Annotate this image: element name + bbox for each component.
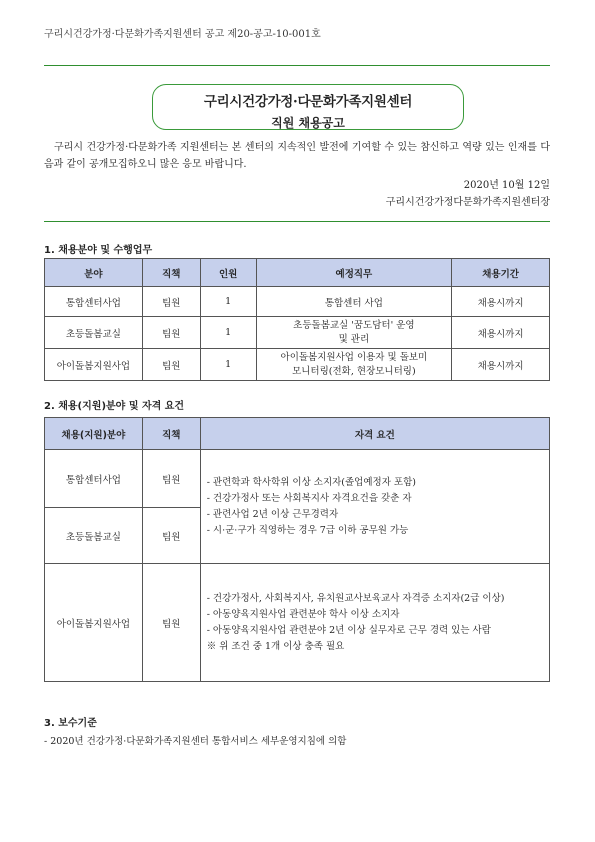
cell-period: 채용시까지 bbox=[452, 287, 550, 317]
cell-period: 채용시까지 bbox=[452, 349, 550, 381]
page-title: 구리시건강가정·다문화가족지원센터 bbox=[203, 94, 413, 110]
table-row bbox=[45, 349, 550, 381]
cell-duty bbox=[256, 287, 452, 317]
duty-text: 통합센터 사업 bbox=[324, 297, 383, 309]
header-position: 직책 bbox=[142, 418, 200, 450]
duty-text: 모니터링(전화, 현장모니터링) bbox=[292, 365, 416, 377]
middle-divider bbox=[44, 221, 550, 222]
duty-text: 및 관리 bbox=[338, 333, 370, 345]
cell-position: 팀원 bbox=[142, 287, 200, 317]
announcement-signer: 구리시건강가정다문화가족지원센터장 bbox=[385, 197, 550, 208]
qualification-table bbox=[44, 417, 550, 682]
cell-qualification bbox=[200, 450, 549, 564]
qualification-line: - 건강가정사 또는 사회복지사 자격요건을 갖춘 자 bbox=[206, 492, 412, 504]
header-period: 채용기간 bbox=[452, 259, 550, 287]
duty-text: 아이돌봄지원사업 이용자 및 돌보미 bbox=[280, 351, 428, 363]
qualification-line: - 아동양육지원사업 관련분야 2년 이상 실무자로 근무 경력 있는 사람 bbox=[206, 624, 491, 636]
table-row bbox=[45, 450, 550, 508]
qualification-line: - 관련사업 2년 이상 근무경력자 bbox=[206, 508, 339, 520]
qualification-line: - 관련학과 학사학위 이상 소지자(졸업예정자 포함) bbox=[206, 476, 416, 488]
cell-position: 팀원 bbox=[142, 508, 200, 564]
table-row bbox=[45, 317, 550, 349]
cell-count: 1 bbox=[200, 349, 256, 381]
header-qualification: 자격 요건 bbox=[200, 418, 549, 450]
cell-qualification bbox=[200, 564, 549, 682]
cell-field: 아이돌봄지원사업 bbox=[45, 564, 143, 682]
title-box bbox=[152, 84, 464, 130]
cell-position: 팀원 bbox=[142, 564, 200, 682]
header-field: 분야 bbox=[45, 259, 143, 287]
page-subtitle: 직원 채용공고 bbox=[271, 116, 345, 130]
intro-paragraph: 구리시 건강가정·다문화가족 지원센터는 본 센터의 지속적인 발전에 기여할 수 있는 참신하고 역량 있는 인재를 다음과 같이 공개모집하오니 많은 응모 바랍니다. bbox=[44, 142, 550, 170]
announcement-date: 2020년 10월 12일 bbox=[463, 180, 550, 191]
cell-position: 팀원 bbox=[142, 450, 200, 508]
cell-position: 팀원 bbox=[142, 349, 200, 381]
cell-count: 1 bbox=[200, 317, 256, 349]
table-header-row bbox=[45, 418, 550, 450]
cell-position: 팀원 bbox=[142, 317, 200, 349]
duty-text: 초등돌봄교실 '꿈도담터' 운영 bbox=[293, 319, 415, 331]
cell-field: 통합센터사업 bbox=[45, 450, 143, 508]
section2-title: 2. 채용(지원)분야 및 자격 요건 bbox=[44, 401, 185, 412]
qualification-line: - 아동양육지원사업 관련분야 학사 이상 소지자 bbox=[206, 608, 400, 620]
section3-title: 3. 보수기준 bbox=[44, 718, 97, 729]
header-count: 인원 bbox=[200, 259, 256, 287]
section1-title: 1. 채용분야 및 수행업무 bbox=[44, 245, 153, 256]
qualification-line: - 건강가정사, 사회복지사, 유치원교사보육교사 자격증 소지자(2급 이상) bbox=[206, 592, 505, 604]
pay-standard-text: - 2020년 건강가정·다문화가족지원센터 통합서비스 세부운영지침에 의함 bbox=[44, 736, 347, 747]
table-header-row bbox=[45, 259, 550, 287]
table-row bbox=[45, 564, 550, 682]
cell-duty bbox=[256, 349, 452, 381]
header-position: 직책 bbox=[142, 259, 200, 287]
recruitment-table bbox=[44, 258, 550, 381]
qualification-line: - 시·군·구가 직영하는 경우 7급 이하 공무원 가능 bbox=[206, 524, 409, 536]
cell-period: 채용시까지 bbox=[452, 317, 550, 349]
qualification-note: ※ 위 조건 중 1개 이상 충족 필요 bbox=[206, 640, 345, 652]
cell-field: 통합센터사업 bbox=[45, 287, 143, 317]
cell-count: 1 bbox=[200, 287, 256, 317]
header-duty: 예정직무 bbox=[256, 259, 452, 287]
cell-field: 아이돌봄지원사업 bbox=[45, 349, 143, 381]
document-number: 구리시건강가정·다문화가족지원센터 공고 제20-공고-10-001호 bbox=[44, 29, 321, 40]
cell-duty bbox=[256, 317, 452, 349]
header-field: 채용(지원)분야 bbox=[45, 418, 143, 450]
top-divider bbox=[44, 65, 550, 66]
cell-field: 초등돌봄교실 bbox=[45, 508, 143, 564]
table-row bbox=[45, 287, 550, 317]
cell-field: 초등돌봄교실 bbox=[45, 317, 143, 349]
